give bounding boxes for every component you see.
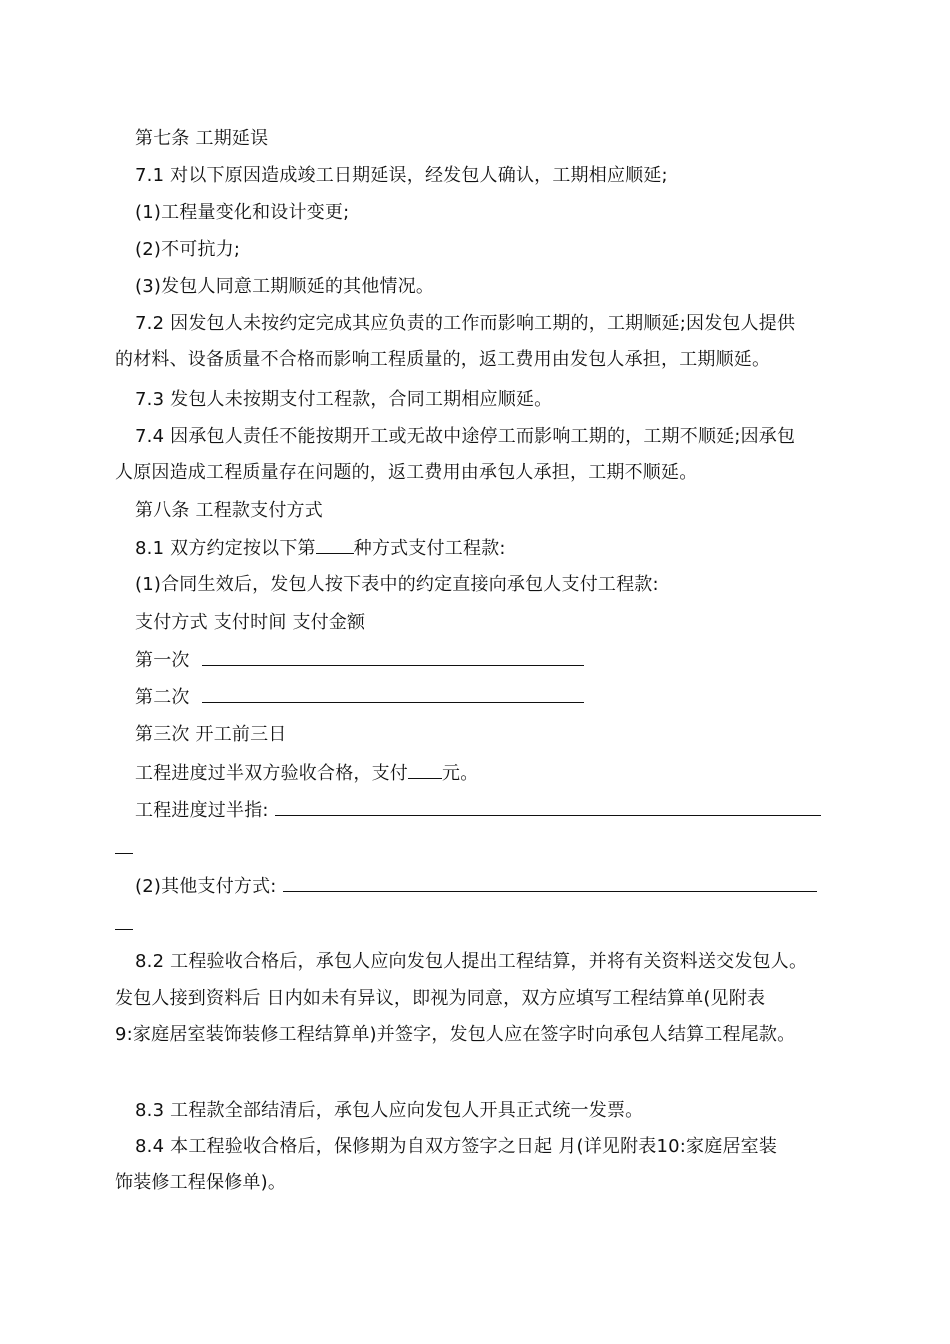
payment-table-header: 支付方式 支付时间 支付金额	[135, 612, 366, 633]
clause-8-2-line-3: 9:家庭居室装饰装修工程结算单)并签字，发包人应在签字时向承包人结算工程尾款。	[115, 1024, 796, 1045]
progress-definition-blank-cont[interactable]	[115, 835, 133, 854]
clause-8-1	[135, 535, 506, 562]
progress-payment-suffix: 元。	[442, 763, 479, 784]
progress-payment	[135, 760, 478, 787]
payment-row-2-label: 第二次	[135, 687, 190, 708]
clause-7-1: 7.1 对以下原因造成竣工日期延误，经发包人确认，工期相应顺延;	[135, 165, 668, 186]
payment-row-1-blank[interactable]	[202, 647, 584, 666]
clause-8-3: 8.3 工程款全部结清后，承包人应向发包人开具正式统一发票。	[135, 1100, 644, 1121]
section-8-title: 第八条 工程款支付方式	[135, 500, 323, 521]
clause-8-1-prefix: 8.1 双方约定按以下第	[135, 538, 316, 559]
clause-8-1-suffix: 种方式支付工程款:	[353, 538, 506, 559]
clause-7-1-item-1: (1)工程量变化和设计变更;	[135, 202, 350, 223]
clause-8-2-line-2: 发包人接到资料后 日内如未有异议，即视为同意，双方应填写工程结算单(见附表	[115, 988, 766, 1009]
payment-row-2	[135, 684, 584, 711]
payment-row-1	[135, 647, 584, 674]
other-payment-continuation	[115, 911, 133, 938]
progress-definition-label: 工程进度过半指:	[135, 800, 269, 821]
clause-8-4-line-2: 饰装修工程保修单)。	[115, 1172, 287, 1193]
other-payment-label: (2)其他支付方式:	[135, 876, 277, 897]
clause-8-4-line-1: 8.4 本工程验收合格后，保修期为自双方签字之日起 月(详见附表10:家庭居室装	[135, 1136, 778, 1157]
clause-8-2-line-1: 8.2 工程验收合格后，承包人应向发包人提出工程结算，并将有关资料送交发包人。	[135, 951, 808, 972]
section-7-title: 第七条 工期延误	[135, 128, 269, 149]
other-payment	[135, 873, 817, 900]
other-payment-blank[interactable]	[283, 873, 817, 892]
clause-7-4-line-1: 7.4 因承包人责任不能按期开工或无故中途停工而影响工期的，工期不顺延;因承包	[135, 426, 796, 447]
clause-8-1-item-1: (1)合同生效后，发包人按下表中的约定直接向承包人支付工程款:	[135, 574, 659, 595]
clause-7-3: 7.3 发包人未按期支付工程款，合同工期相应顺延。	[135, 389, 553, 410]
progress-amount-blank[interactable]	[408, 760, 442, 779]
clause-7-1-item-2: (2)不可抗力;	[135, 239, 241, 260]
clause-7-4-line-2: 人原因造成工程质量存在问题的，返工费用由承包人承担，工期不顺延。	[115, 462, 698, 483]
progress-definition-continuation	[115, 835, 133, 862]
progress-definition-blank[interactable]	[275, 797, 821, 816]
payment-row-1-label: 第一次	[135, 650, 190, 671]
clause-7-1-item-3: (3)发包人同意工期顺延的其他情况。	[135, 276, 435, 297]
progress-definition	[135, 797, 821, 824]
other-payment-blank-cont[interactable]	[115, 911, 133, 930]
payment-row-2-blank[interactable]	[202, 684, 584, 703]
clause-7-2-line-1: 7.2 因发包人未按约定完成其应负责的工作而影响工期的，工期顺延;因发包人提供	[135, 313, 796, 334]
option-number-blank[interactable]	[316, 535, 354, 554]
progress-payment-prefix: 工程进度过半双方验收合格，支付	[135, 763, 408, 784]
clause-7-2-line-2: 的材料、设备质量不合格而影响工程质量的，返工费用由发包人承担，工期顺延。	[115, 349, 771, 370]
payment-row-3: 第三次 开工前三日	[135, 724, 287, 745]
